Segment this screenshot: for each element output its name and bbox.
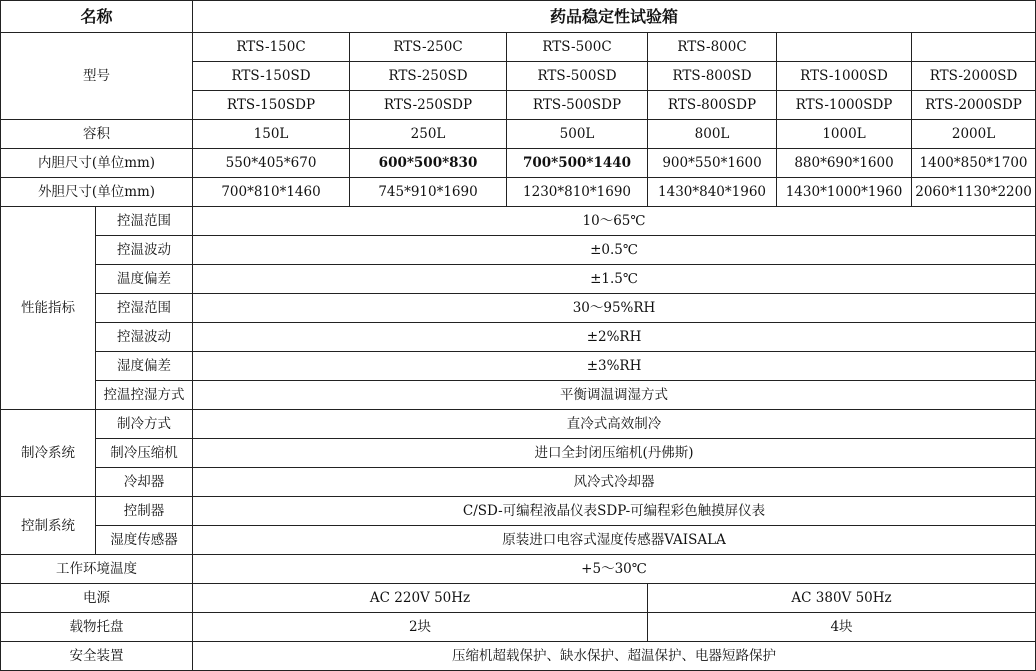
cooling-label: 制冷系统	[1, 410, 96, 497]
inner-size-cell: 880*690*1600	[777, 149, 912, 178]
control-item-label: 湿度传感器	[96, 526, 193, 555]
outer-size-cell: 1430*1000*1960	[777, 178, 912, 207]
model-cell: RTS-800SDP	[648, 91, 777, 120]
model-cell: RTS-2000SD	[912, 62, 1036, 91]
control-item-value: 原装进口电容式湿度传感器VAISALA	[193, 526, 1036, 555]
performance-item-value: 30～95%RH	[193, 294, 1036, 323]
tray-left-value: 2块	[193, 613, 648, 642]
volume-label: 容积	[1, 120, 193, 149]
performance-item-value: ±1.5℃	[193, 265, 1036, 294]
tray-right-value: 4块	[648, 613, 1036, 642]
inner-size-cell: 600*500*830	[350, 149, 507, 178]
model-cell: RTS-250C	[350, 33, 507, 62]
env-temp-row	[1, 555, 1036, 584]
model-cell: RTS-250SDP	[350, 91, 507, 120]
volume-cell: 1000L	[777, 120, 912, 149]
performance-item-label: 湿度偏差	[96, 352, 193, 381]
power-row	[1, 584, 1036, 613]
model-cell: RTS-2000SDP	[912, 91, 1036, 120]
performance-item-label: 温度偏差	[96, 265, 193, 294]
inner-size-cell: 1400*850*1700	[912, 149, 1036, 178]
safety-value: 压缩机超载保护、缺水保护、超温保护、电器短路保护	[193, 642, 1036, 671]
control-row	[1, 497, 1036, 526]
performance-item-label: 控温范围	[96, 207, 193, 236]
inner-size-cell: 700*500*1440	[507, 149, 648, 178]
volume-row	[1, 120, 1036, 149]
name-header: 名称	[1, 1, 193, 33]
cooling-row	[1, 439, 1036, 468]
outer-size-cell: 1230*810*1690	[507, 178, 648, 207]
model-cell: RTS-150SD	[193, 62, 350, 91]
performance-item-value: ±3%RH	[193, 352, 1036, 381]
performance-item-value: ±2%RH	[193, 323, 1036, 352]
tray-label: 载物托盘	[1, 613, 193, 642]
cooling-item-label: 冷却器	[96, 468, 193, 497]
control-item-value: C/SD-可编程液晶仪表SDP-可编程彩色触摸屏仪表	[193, 497, 1036, 526]
outer-size-cell: 700*810*1460	[193, 178, 350, 207]
outer-size-cell: 1430*840*1960	[648, 178, 777, 207]
model-cell: RTS-800SD	[648, 62, 777, 91]
cooling-item-value: 进口全封闭压缩机(丹佛斯)	[193, 439, 1036, 468]
performance-row	[1, 323, 1036, 352]
control-row	[1, 526, 1036, 555]
power-label: 电源	[1, 584, 193, 613]
cooling-item-label: 制冷压缩机	[96, 439, 193, 468]
volume-cell: 800L	[648, 120, 777, 149]
performance-row	[1, 207, 1036, 236]
volume-cell: 500L	[507, 120, 648, 149]
performance-row	[1, 236, 1036, 265]
outer-size-label: 外胆尺寸(单位mm)	[1, 178, 193, 207]
volume-cell: 150L	[193, 120, 350, 149]
cooling-item-value: 直冷式高效制冷	[193, 410, 1036, 439]
power-left-value: AC 220V 50Hz	[193, 584, 648, 613]
model-cell: RTS-500C	[507, 33, 648, 62]
cooling-row	[1, 468, 1036, 497]
outer-size-cell: 745*910*1690	[350, 178, 507, 207]
model-cell	[912, 33, 1036, 62]
model-cell: RTS-500SDP	[507, 91, 648, 120]
cooling-row	[1, 410, 1036, 439]
model-cell: RTS-800C	[648, 33, 777, 62]
performance-item-value: 10～65℃	[193, 207, 1036, 236]
performance-item-label: 控湿波动	[96, 323, 193, 352]
model-cell: RTS-500SD	[507, 62, 648, 91]
header-row	[1, 1, 1036, 33]
model-cell: RTS-150C	[193, 33, 350, 62]
outer-size-cell: 2060*1130*2200	[912, 178, 1036, 207]
model-cell: RTS-1000SDP	[777, 91, 912, 120]
model-cell: RTS-250SD	[350, 62, 507, 91]
model-cell: RTS-150SDP	[193, 91, 350, 120]
performance-item-value: 平衡调温调湿方式	[193, 381, 1036, 410]
volume-cell: 2000L	[912, 120, 1036, 149]
control-item-label: 控制器	[96, 497, 193, 526]
performance-row	[1, 265, 1036, 294]
inner-size-row	[1, 149, 1036, 178]
inner-size-cell: 900*550*1600	[648, 149, 777, 178]
tray-row	[1, 613, 1036, 642]
env-temp-value: +5～30℃	[193, 555, 1036, 584]
cooling-item-label: 制冷方式	[96, 410, 193, 439]
performance-item-label: 控湿范围	[96, 294, 193, 323]
model-cell	[777, 33, 912, 62]
model-cell: RTS-1000SD	[777, 62, 912, 91]
model-label: 型号	[1, 33, 193, 120]
inner-size-label: 内胆尺寸(单位mm)	[1, 149, 193, 178]
performance-row	[1, 352, 1036, 381]
performance-row	[1, 381, 1036, 410]
safety-row	[1, 642, 1036, 671]
power-right-value: AC 380V 50Hz	[648, 584, 1036, 613]
safety-label: 安全装置	[1, 642, 193, 671]
volume-cell: 250L	[350, 120, 507, 149]
outer-size-row	[1, 178, 1036, 207]
performance-label: 性能指标	[1, 207, 96, 410]
env-temp-label: 工作环境温度	[1, 555, 193, 584]
inner-size-cell: 550*405*670	[193, 149, 350, 178]
performance-item-label: 控温控湿方式	[96, 381, 193, 410]
performance-item-label: 控温波动	[96, 236, 193, 265]
model-row	[1, 33, 1036, 62]
performance-row	[1, 294, 1036, 323]
control-label: 控制系统	[1, 497, 96, 555]
product-title: 药品稳定性试验箱	[193, 1, 1036, 33]
performance-item-value: ±0.5℃	[193, 236, 1036, 265]
cooling-item-value: 风冷式冷却器	[193, 468, 1036, 497]
